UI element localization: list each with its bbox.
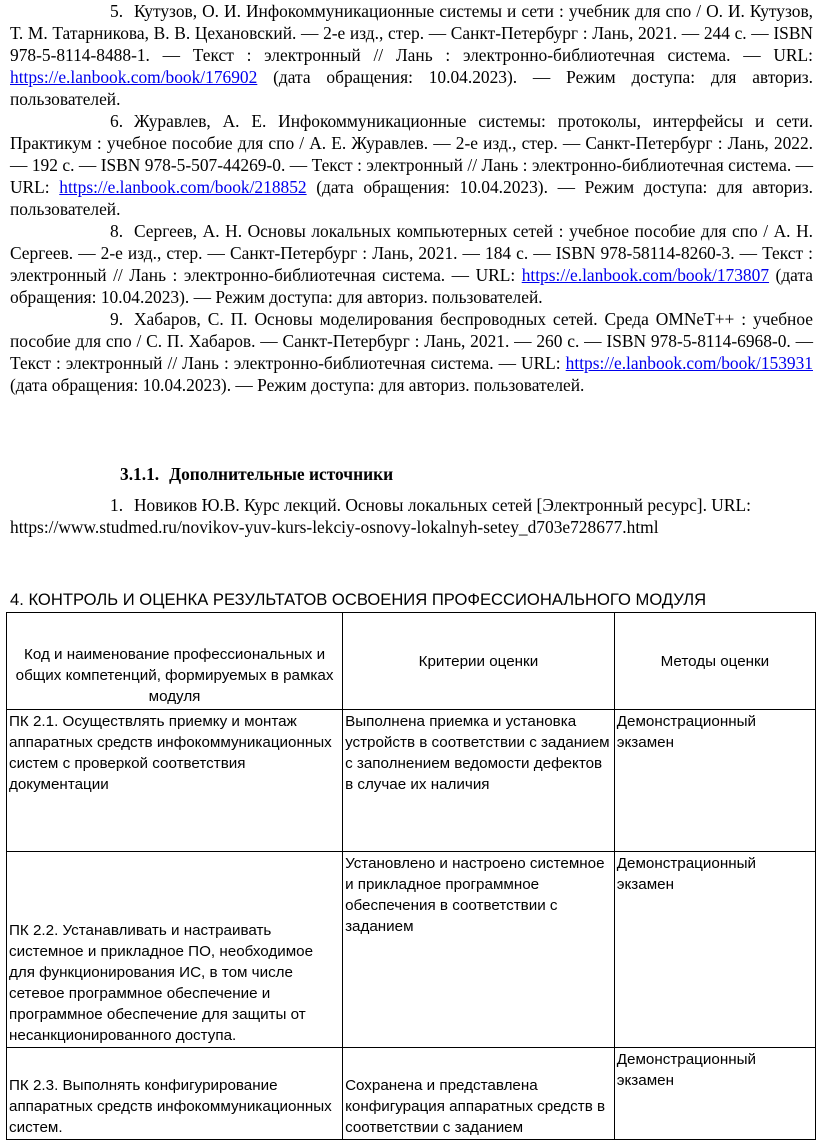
cell-competency: ПК 2.2. Устанавливать и настраивать системное и прикладное ПО, необходимое для функционирования ИС, в том числе сетевое программное обеспечение и программное обеспечение для защиты от несанкционированного доступа. xyxy=(7,852,343,1048)
reference-text-tail: (дата обращения: 10.04.2023). — Режим доступа: для авториз. пользователей. xyxy=(10,375,585,395)
reference-text-tail: (дата обращения: 10.04.2023). — Режим доступа: для авториз. пользователей. xyxy=(10,67,813,109)
cell-method: Демонстрационный экзамен xyxy=(614,852,815,1048)
reference-link[interactable]: https://e.lanbook.com/book/153931 xyxy=(565,353,813,373)
reference-link[interactable]: https://e.lanbook.com/book/173807 xyxy=(521,265,770,285)
reference-item xyxy=(10,220,813,308)
reference-number: 8. xyxy=(110,221,124,241)
cell-criteria: Сохранена и представлена конфигурация аппаратных средств в соответствии с заданием xyxy=(343,1048,615,1140)
reference-item xyxy=(10,0,813,110)
additional-sources-heading xyxy=(120,464,393,485)
cell-criteria: Установлено и настроено системное и прикладное программное обеспечения в соответствии с заданием xyxy=(343,852,615,1048)
table-row xyxy=(7,1048,816,1140)
cell-criteria: Выполнена приемка и установка устройств в соответствии с заданием с заполнением ведомости дефектов в случае их наличия xyxy=(343,710,615,852)
reference-link[interactable]: https://e.lanbook.com/book/176902 xyxy=(10,67,258,87)
reference-text: Кутузов, О. И. Инфокоммуникационные системы и сети : учебник для спо / О. И. Кутузов, Т. М. Татарникова, В. В. Цехановский. — 2-е изд., стер. — Санкт-Петербург : Лань, 2021. — 244 с. — ISBN 978-5-8114-8488-1. — Текст : электронный // Лань : электронно-библиотечная система. — URL: xyxy=(10,1,813,65)
reference-text-tail: (дата обращения: 10.04.2023). — Режим доступа: для авториз. пользователей. xyxy=(10,265,813,307)
cell-competency: ПК 2.1. Осуществлять приемку и монтаж аппаратных средств инфокоммуникационных систем с проверкой соответствия документации xyxy=(7,710,343,852)
reference-item xyxy=(10,110,813,220)
references-list xyxy=(10,0,813,396)
reference-item xyxy=(10,308,813,396)
reference-text-tail: (дата обращения: 10.04.2023). — Режим доступа: для авториз. пользователей. xyxy=(10,177,814,219)
reference-number: 5. xyxy=(110,1,124,21)
cell-method: Демонстрационный экзамен xyxy=(614,710,815,852)
cell-method: Демонстрационный экзамен xyxy=(614,1048,815,1140)
heading-text: Дополнительные источники xyxy=(169,464,394,484)
table-row xyxy=(7,852,816,1048)
cell-competency: ПК 2.3. Выполнять конфигурирование аппаратных средств инфокоммуникационных систем. xyxy=(7,1048,343,1140)
header-competencies: Код и наименование профессиональных и общих компетенций, формируемых в рамках модуля xyxy=(7,613,343,710)
table-header-row xyxy=(7,613,816,710)
reference-number: 6. xyxy=(110,111,124,131)
reference-link[interactable]: https://e.lanbook.com/book/218852 xyxy=(59,177,307,197)
reference-number: 9. xyxy=(110,309,124,329)
additional-item-text: Новиков Ю.В. Курс лекций. Основы локальных сетей [Электронный ресурс]. URL: https://www.studmed.ru/novikov-yuv-kurs-lekciy-osnovy-lokalnyh-setey_d703e728677.html xyxy=(10,495,751,537)
reference-text: Журавлев, А. Е. Инфокоммуникационные системы: протоколы, интерфейсы и сети. Практикум : учебное пособие для спо / А. Е. Журавлев. — 2-е изд., стер. — Санкт-Петербург : Лань, 2022. — 192 с. — ISBN 978-5-507-44269-0. — Текст : электронный // Лань : электронно-библиотечная система. — URL: xyxy=(10,111,813,197)
additional-item-number: 1. xyxy=(110,495,124,515)
section-title: 4. КОНТРОЛЬ И ОЦЕНКА РЕЗУЛЬТАТОВ ОСВОЕНИЯ ПРОФЕССИОНАЛЬНОГО МОДУЛЯ xyxy=(10,590,707,609)
heading-number: 3.1.1. xyxy=(120,464,160,484)
reference-text: Хабаров, С. П. Основы моделирования беспроводных сетей. Среда OMNeT++ : учебное пособие для спо / С. П. Хабаров. — Санкт-Петербург : Лань, 2021. — 260 с. — ISBN 978-5-8114-6968-0. — Текст : электронный // Лань : электронно-библиотечная система. — URL: xyxy=(10,309,813,373)
assessment-table xyxy=(6,612,816,1140)
additional-source-item xyxy=(10,494,813,538)
header-methods: Методы оценки xyxy=(614,613,815,710)
header-criteria: Критерии оценки xyxy=(343,613,615,710)
reference-text: Сергеев, А. Н. Основы локальных компьютерных сетей : учебное пособие для спо / А. Н. Сергеев. — 2-е изд., стер. — Санкт-Петербург : Лань, 2021. — 184 с. — ISBN 978-58114-8260-3. — Текст : электронный // Лань : электронно-библиотечная система. — URL: xyxy=(10,221,813,285)
table-row xyxy=(7,710,816,852)
